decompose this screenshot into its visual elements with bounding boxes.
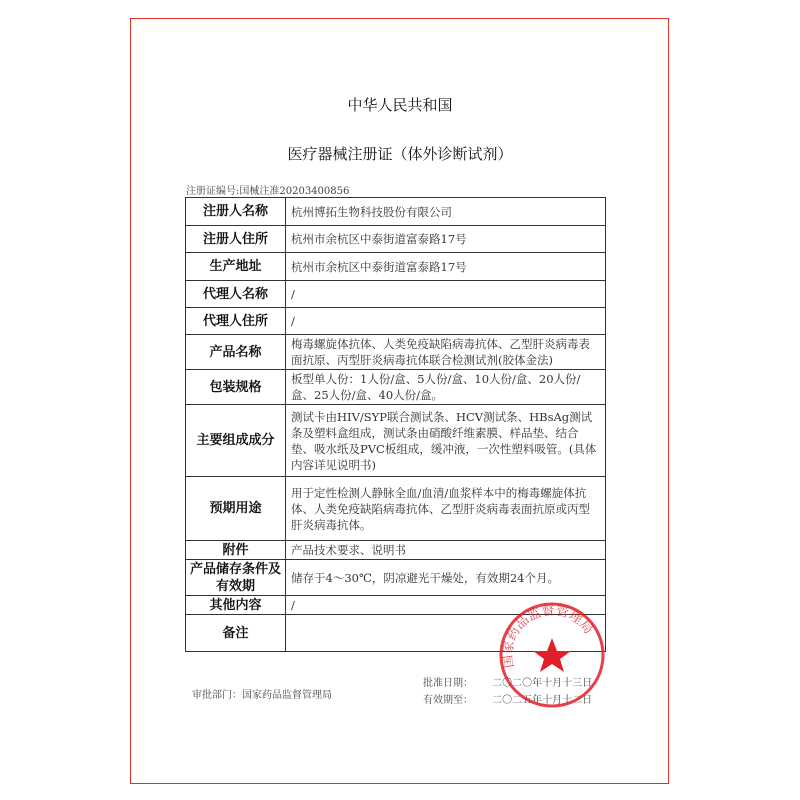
valid-until: 有效期至： 二〇二五年十月十二日 [423, 695, 593, 706]
row-label: 注册人住所 [186, 226, 286, 253]
row-label: 主要组成成分 [186, 405, 286, 477]
row-label: 附件 [186, 541, 286, 560]
certificate-table [185, 197, 606, 652]
table-row [186, 405, 606, 477]
table-row [186, 560, 606, 596]
row-value: 杭州市余杭区中泰街道富泰路17号 [286, 226, 606, 253]
row-value: / [286, 281, 606, 308]
row-value: 产品技术要求、说明书 [286, 541, 606, 560]
table-row [186, 226, 606, 253]
row-value: 测试卡由HIV/SYP联合测试条、HCV测试条、HBsAg测试条及塑料盒组成，测试条由硝酸纤维素膜、样品垫、结合垫、吸水纸及PVC板组成，缓冲液，一次性塑料吸管。(具体内容详见说明书) [286, 405, 606, 477]
row-label: 产品名称 [186, 335, 286, 370]
approval-date: 批准日期： 二〇二〇年十月十三日 [423, 678, 593, 689]
row-label: 包装规格 [186, 370, 286, 405]
country-title: 中华人民共和国 [347, 96, 453, 114]
row-value: 梅毒螺旋体抗体、人类免疫缺陷病毒抗体、乙型肝炎病毒表面抗原、丙型肝炎病毒抗体联合检测试剂(胶体金法) [286, 335, 606, 370]
row-label: 注册人名称 [186, 198, 286, 226]
row-value: 用于定性检测人静脉全血/血清/血浆样本中的梅毒螺旋体抗体、人类免疫缺陷病毒抗体、乙型肝炎病毒表面抗原或丙型肝炎病毒抗体。 [286, 477, 606, 541]
table-row [186, 541, 606, 560]
row-label: 其他内容 [186, 596, 286, 615]
table-row [186, 370, 606, 405]
row-label: 预期用途 [186, 477, 286, 541]
table-row [186, 335, 606, 370]
row-label: 生产地址 [186, 253, 286, 281]
row-value: 板型单人份：1人份/盒、5人份/盒、10人份/盒、20人份/盒、25人份/盒、40人份/盒。 [286, 370, 606, 405]
row-value: 杭州博拓生物科技股份有限公司 [286, 198, 606, 226]
row-label: 产品储存条件及有效期 [186, 560, 286, 596]
row-label: 代理人住所 [186, 308, 286, 335]
registration-number: 注册证编号:国械注准20203400856 [186, 186, 350, 197]
table-row [186, 198, 606, 226]
row-value: 杭州市余杭区中泰街道富泰路17号 [286, 253, 606, 281]
table-row [186, 308, 606, 335]
svg-text:国家药品监督管理局: 国家药品监督管理局 [500, 603, 596, 669]
table-row [186, 253, 606, 281]
row-label: 备注 [186, 615, 286, 652]
table-row [186, 477, 606, 541]
certificate-title: 医疗器械注册证（体外诊断试剂） [287, 145, 513, 163]
row-value: 储存于4～30℃，阴凉避光干燥处，有效期24个月。 [286, 560, 606, 596]
official-seal-icon [497, 600, 607, 710]
table-row [186, 281, 606, 308]
row-value: / [286, 308, 606, 335]
row-value: / [286, 596, 606, 615]
approval-department: 审批部门：国家药品监督管理局 [192, 690, 332, 701]
row-label: 代理人名称 [186, 281, 286, 308]
